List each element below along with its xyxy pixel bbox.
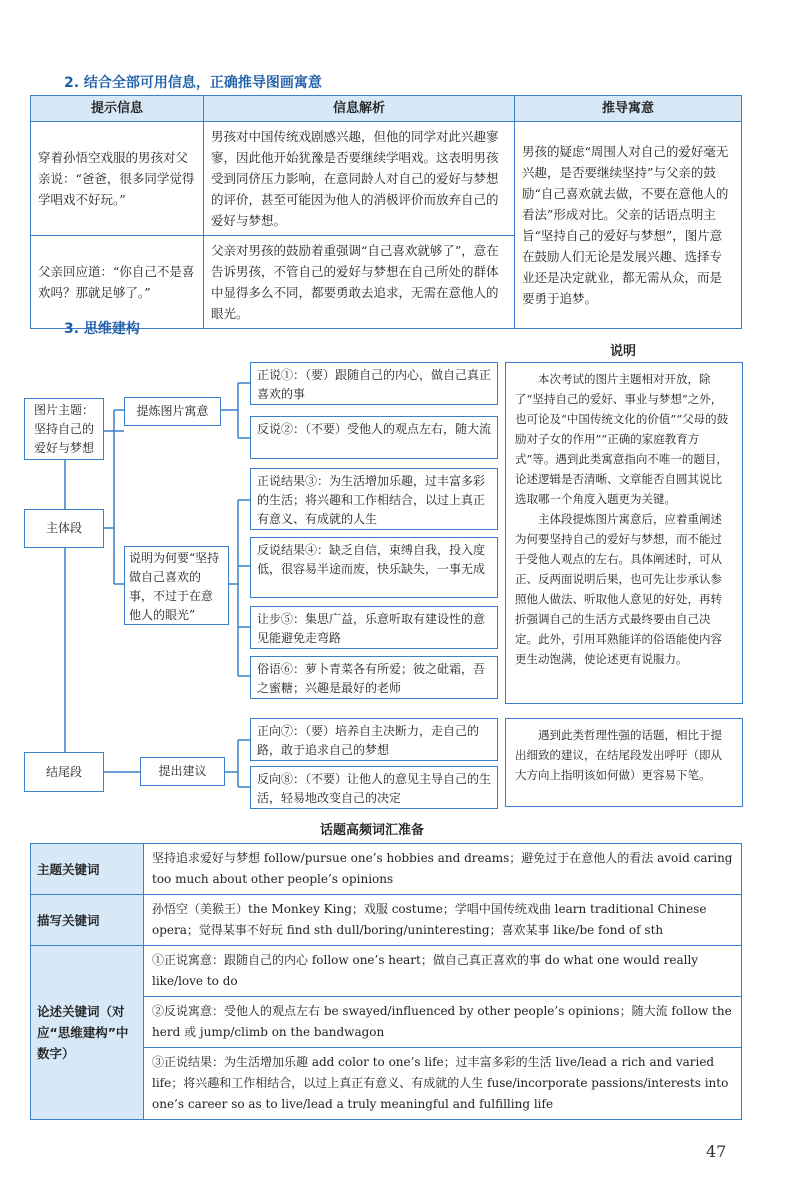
section-3-title: 3. 思维建构 <box>64 321 140 337</box>
header-conclusion: 推导寓意 <box>515 96 742 122</box>
forward-node: 正向⑦：（要）培养自主决断力，走自己的路，敢于追求自己的梦想 <box>250 718 498 761</box>
note-box-2: 遇到此类哲理性强的话题，相比于提出细致的建议，在结尾段发出呼吁（即从大方向上指明该如何做）更容易下笔。 <box>505 718 743 807</box>
suggestion-node: 提出建议 <box>140 757 225 786</box>
header-hint: 提示信息 <box>31 96 204 122</box>
negative-result-node: 反说结果④：缺乏自信，束缚自我，投入度低，很容易半途而废，快乐缺失，一事无成 <box>250 537 498 598</box>
vocab-item-argue-3: ③正说结果：为生活增加乐趣 add color to one’s life；过丰富多彩的生活 live/lead a rich and varied life；将兴趣和工作相结合，以过上真正有意义、有成就的人生 fuse/incorporate passions/interests into one’s career so as to live/lead a truly meaningful and fulfilling life <box>144 1048 742 1120</box>
vocab-table <box>30 843 742 1120</box>
analysis-cell-1: 男孩对中国传统戏剧感兴趣，但他的同学对此兴趣寥寥，因此他开始犹豫是否要继续学唱戏。这表明男孩受到同侪压力影响，在意同龄人对自己的爱好与梦想的评价，甚至可能因为他人的消极评价而放弃自己的爱好与梦想。 <box>204 122 515 236</box>
conclusion-cell: 男孩的疑虑“周围人对自己的爱好毫无兴趣，是否要继续坚持”与父亲的鼓励“自己喜欢就去做，不要在意他人的看法”形成对比。父亲的话语点明主旨“坚持自己的爱好与梦想”，图片意在鼓励人们无论是发展兴趣、选择专业还是决定就业，都无需从众，而是要勇于追梦。 <box>515 122 742 329</box>
backward-node: 反向⑧：（不要）让他人的意见主导自己的生活，轻易地改变自己的决定 <box>250 766 498 809</box>
note-paragraph-1: 本次考试的图片主题相对开放，除了“坚持自己的爱好、事业与梦想”之外，也可论及“中国传统文化的价值”“父母的鼓励对子女的作用”“正确的家庭教育方式”等。遇到此类寓意指向不唯一的题目，论述逻辑是否清晰、文章能否自圆其说比选取哪一个角度入题更为关键。 <box>515 372 729 506</box>
header-analysis: 信息解析 <box>204 96 515 122</box>
note-paragraph-2: 主体段提炼图片寓意后，应着重阐述为何要坚持自己的爱好与梦想，而不能过于受他人观点的左右。具体阐述时，可从正、反两面说明后果，也可先让步承认参照他人做法、听取他人意见的好处，再转折强调自己的生活方式最终要由自己决定。此外，引用耳熟能详的俗语能使内容更生动饱满，使论述更有说服力。 <box>515 512 722 666</box>
positive-node: 正说①：（要）跟随自己的内心，做自己真正喜欢的事 <box>250 362 498 405</box>
note-box-1 <box>505 362 743 704</box>
analysis-cell-2: 父亲对男孩的鼓励着重强调“自己喜欢就够了”，意在告诉男孩，不管自己的爱好与梦想在自己所处的群体中显得多么不同，都要勇敢去追求，无需在意他人的眼光。 <box>204 236 515 329</box>
refine-meaning-node: 提炼图片寓意 <box>124 397 221 426</box>
explain-node: 说明为何要“坚持做自己喜欢的事，不过于在意他人的眼光” <box>124 546 229 625</box>
vocab-item-argue-2: ②反说寓意：受他人的观点左右 be swayed/influenced by other people’s opinions；随大流 follow the herd 或 jump/climb on the bandwagon <box>144 997 742 1048</box>
vocab-key-argue: 论述关键词（对应“思维建构”中数字） <box>31 946 144 1120</box>
note-title: 说明 <box>610 344 637 359</box>
vocab-item-theme: 坚持追求爱好与梦想 follow/pursue one’s hobbies and dreams；避免过于在意他人的看法 avoid caring too much about other people’s opinions <box>144 844 742 895</box>
section-2-title: 2. 结合全部可用信息，正确推导图画寓意 <box>64 75 322 91</box>
hint-cell-2: 父亲回应道：“你自己不是喜欢吗？那就足够了。” <box>31 236 204 329</box>
hint-cell-1: 穿着孙悟空戏服的男孩对父亲说：“爸爸，很多同学觉得学唱戏不好玩。” <box>31 122 204 236</box>
vocab-title: 话题高频词汇准备 <box>320 823 425 838</box>
positive-result-node: 正说结果③：为生活增加乐趣，过丰富多彩的生活；将兴趣和工作相结合，以过上真正有意义、有成就的人生 <box>250 468 498 530</box>
proverb-node: 俗语⑥：萝卜青菜各有所爱；彼之砒霜，吾之蜜糖；兴趣是最好的老师 <box>250 656 498 699</box>
ending-paragraph-node: 结尾段 <box>24 752 104 792</box>
concession-node: 让步⑤：集思广益，乐意听取有建设性的意见能避免走弯路 <box>250 606 498 649</box>
vocab-item-describe: 孙悟空（美猴王）the Monkey King；戏服 costume；学唱中国传统戏曲 learn traditional Chinese opera；觉得某事不好玩 find sth dull/boring/uninteresting；喜欢某事 like/be fond of sth <box>144 895 742 946</box>
theme-node: 图片主题：坚持自己的爱好与梦想 <box>24 398 104 460</box>
page-number: 47 <box>706 1142 727 1161</box>
vocab-key-describe: 描写关键词 <box>31 895 144 946</box>
vocab-item-argue-1: ①正说寓意：跟随自己的内心 follow one’s heart；做自己真正喜欢的事 do what one would really like/love to do <box>144 946 742 997</box>
body-paragraph-node: 主体段 <box>24 509 104 548</box>
vocab-key-theme: 主题关键词 <box>31 844 144 895</box>
negative-node: 反说②：（不要）受他人的观点左右，随大流 <box>250 416 498 459</box>
